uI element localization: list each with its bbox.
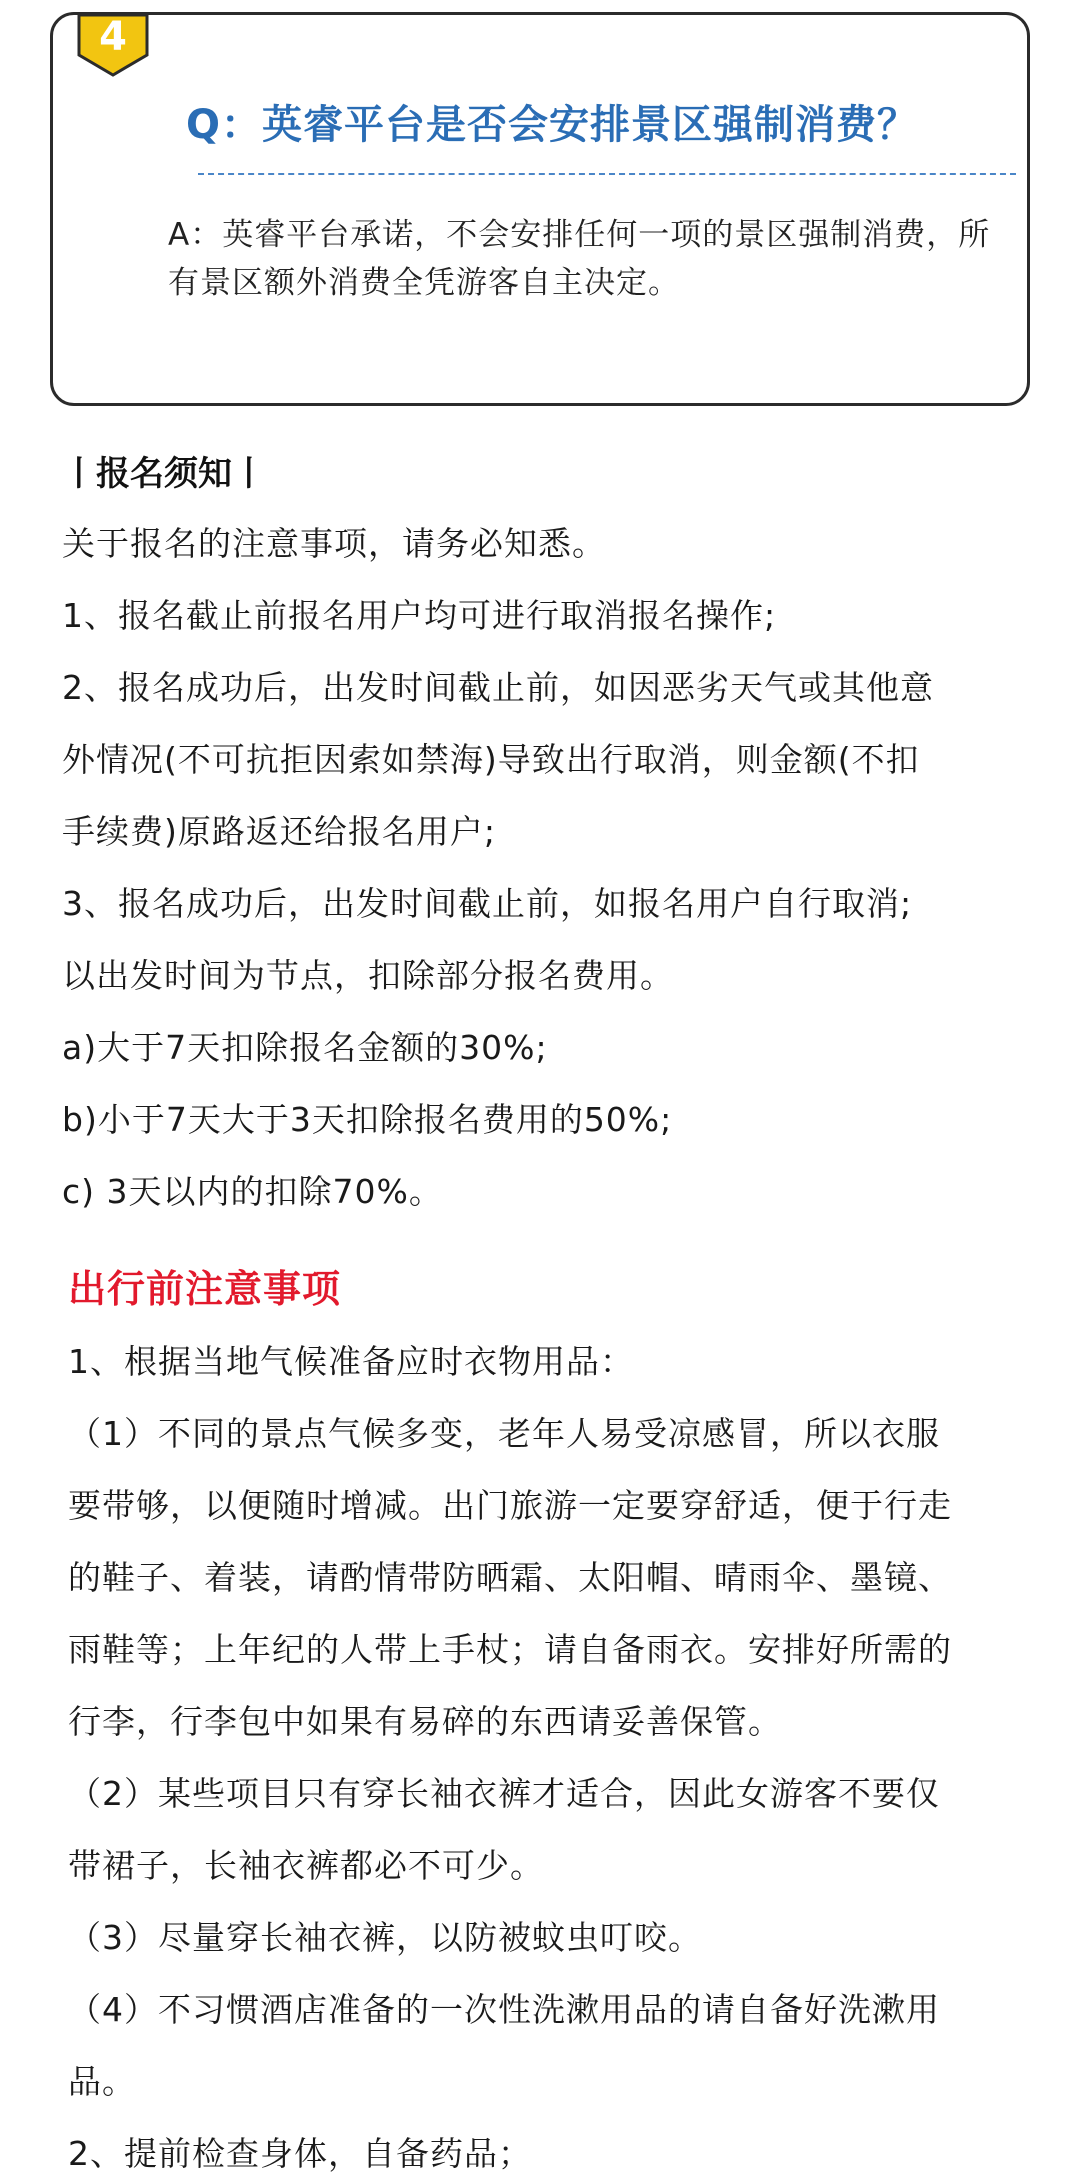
travel-note-line: 的鞋子、着装，请酌情带防晒霜、太阳帽、晴雨伞、墨镜、 xyxy=(68,1558,952,1597)
qa-answer xyxy=(168,211,1048,307)
registration-line: a)大于7天扣除报名金额的30%; xyxy=(62,1028,548,1067)
registration-line: 关于报名的注意事项，请务必知悉。 xyxy=(62,524,606,563)
dashed-divider xyxy=(198,173,1016,175)
qa-card xyxy=(50,12,1030,406)
number-badge xyxy=(77,15,149,77)
registration-line: 3、报名成功后，出发时间截止前，如报名用户自行取消; xyxy=(62,884,913,923)
badge-number: 4 xyxy=(99,14,127,60)
qa-question: Q：英睿平台是否会安排景区强制消费？ xyxy=(186,102,919,148)
travel-note-line: 带裙子，长袖衣裤都必不可少。 xyxy=(68,1846,544,1885)
qa-answer-line: A：英睿平台承诺，不会安排任何一项的景区强制消费，所 xyxy=(168,217,991,253)
travel-notes-heading: 出行前注意事项 xyxy=(68,1267,342,1311)
registration-line: c) 3天以内的扣除70%。 xyxy=(62,1172,443,1211)
travel-note-line: （2）某些项目只有穿长袖衣裤才适合，因此女游客不要仅 xyxy=(68,1774,940,1813)
travel-note-line: 雨鞋等；上年纪的人带上手杖；请自备雨衣。安排好所需的 xyxy=(68,1630,952,1669)
travel-note-line: （1）不同的景点气候多变，老年人易受凉感冒，所以衣服 xyxy=(68,1414,940,1453)
travel-note-line: 品。 xyxy=(68,2062,136,2101)
travel-note-line: 2、提前检查身体，自备药品； xyxy=(68,2134,532,2173)
travel-note-line: （4）不习惯酒店准备的一次性洗漱用品的请自备好洗漱用 xyxy=(68,1990,940,2029)
registration-line: 以出发时间为节点，扣除部分报名费用。 xyxy=(62,956,674,995)
travel-note-line: （3）尽量穿长袖衣裤，以防被蚊虫叮咬。 xyxy=(68,1918,702,1957)
qa-answer-line: 有景区额外消费全凭游客自主决定。 xyxy=(168,265,680,301)
registration-line: 1、报名截止前报名用户均可进行取消报名操作; xyxy=(62,596,777,635)
travel-note-line: 要带够，以便随时增减。出门旅游一定要穿舒适，便于行走 xyxy=(68,1486,952,1525)
registration-line: 2、报名成功后，出发时间截止前，如因恶劣天气或其他意 xyxy=(62,668,934,707)
registration-line: 外情况(不可抗拒因索如禁海)导致出行取消，则金额(不扣 xyxy=(62,740,920,779)
registration-line: 手续费)原路返还给报名用户; xyxy=(62,812,496,851)
travel-note-line: 行李，行李包中如果有易碎的东西请妥善保管。 xyxy=(68,1702,782,1741)
registration-line: b)小于7天大于3天扣除报名费用的50%; xyxy=(62,1100,673,1139)
registration-heading: 丨报名须知丨 xyxy=(62,454,266,494)
travel-note-line: 1、根据当地气候准备应时衣物用品： xyxy=(68,1342,634,1381)
